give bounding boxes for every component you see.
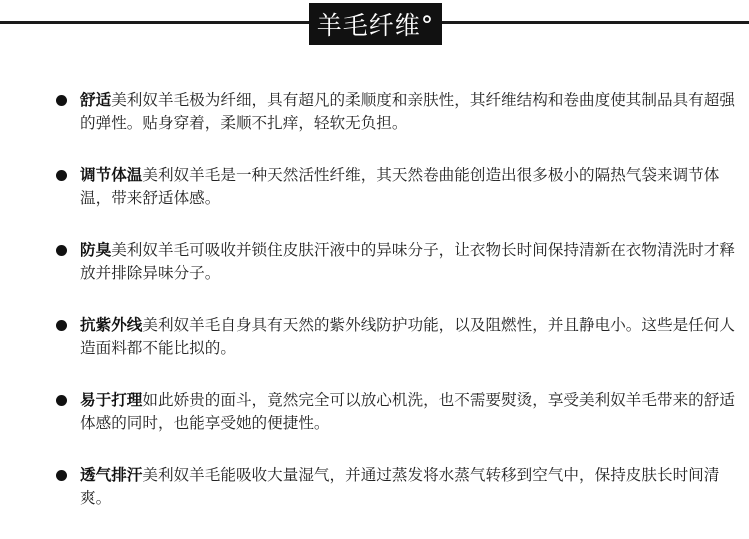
feature-item-temperature <box>56 164 736 210</box>
bullet-icon <box>56 170 67 181</box>
section-title-box <box>309 3 442 45</box>
feature-text: 美利奴羊毛能吸收大量湿气，并通过蒸发将水蒸气转移到空气中，保持皮肤长时间清爽。 <box>80 466 720 507</box>
feature-term: 防臭 <box>80 241 112 259</box>
feature-text: 美利奴羊毛可吸收并锁住皮肤汗液中的异味分子，让衣物长时间保持清新在衣物清洗时才释放并排除异味分子。 <box>80 241 735 282</box>
feature-term: 舒适 <box>80 91 112 109</box>
feature-list <box>56 89 736 539</box>
bullet-icon <box>56 95 67 106</box>
bullet-icon <box>56 245 67 256</box>
feature-term: 透气排汗 <box>80 466 143 484</box>
feature-item-odor <box>56 239 736 285</box>
feature-item-uv <box>56 314 736 360</box>
feature-text: 美利奴羊毛极为纤细，具有超凡的柔顺度和亲肤性，其纤维结构和卷曲度使其制品具有超强的弹性。贴身穿着，柔顺不扎痒，轻软无负担。 <box>80 91 735 132</box>
bullet-icon <box>56 470 67 481</box>
feature-item-breathable <box>56 464 736 510</box>
section-title: 羊毛纤维° <box>316 11 435 40</box>
bullet-icon <box>56 395 67 406</box>
feature-term: 调节体温 <box>80 166 143 184</box>
bullet-icon <box>56 320 67 331</box>
feature-term: 抗紫外线 <box>80 316 143 334</box>
feature-text: 如此娇贵的面斗，竟然完全可以放心机洗，也不需要熨烫，享受美利奴羊毛带来的舒适体感的同时，也能享受她的便捷性。 <box>80 391 735 432</box>
feature-term: 易于打理 <box>80 391 143 409</box>
feature-text: 美利奴羊毛是一种天然活性纤维，其天然卷曲能创造出很多极小的隔热气袋来调节体温，带来舒适体感。 <box>80 166 720 207</box>
feature-item-comfort <box>56 89 736 135</box>
feature-item-care <box>56 389 736 435</box>
feature-text: 美利奴羊毛自身具有天然的紫外线防护功能，以及阻燃性，并且静电小。这些是任何人造面料都不能比拟的。 <box>80 316 735 357</box>
